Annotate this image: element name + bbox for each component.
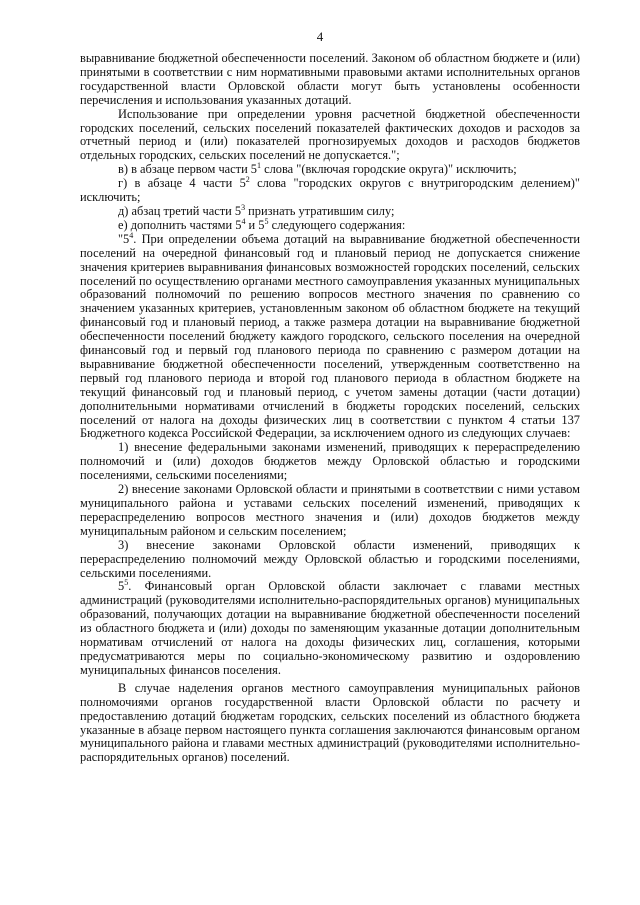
paragraph-item-v: в) в абзаце первом части $5^1$ слова "(включая городские округа)" исключить; xyxy=(118,161,517,177)
paragraph-item-d: д) абзац третий части $5^3$ признать утратившим силу; xyxy=(118,202,395,218)
paragraph-delegation: В случае наделения органов местного самоуправления муниципальных районов полномочиями органов государственной власти Орловской области по расчету и предоставлению дотаций бюджетам городских, сельских поселений из областного бюджета указанные в абзаце первом настоящего пункта соглашения заключаются финансовым органом муниципального района и главами местных администраций (руководителями исполнительно-распорядительных органов) поселений. xyxy=(80,680,580,765)
paragraph-case-2: 2) внесение законами Орловской области и принятыми в соответствии с ними уставом муниципального района и уставами сельских поселений изменений, приводящих к перераспределению вопросов местного значения и (или) доходов бюджетов между муниципальным районом и сельским поселением; xyxy=(80,482,580,538)
paragraph-item-e: е) дополнить частями $5^4$ и $5^5$ следующего содержания: xyxy=(118,216,406,232)
paragraph-part-5-5: $5^5$. Финансовый орган Орловской области заключает с главами местных администраций (руководителями исполнительно-распорядительных органов) муниципальных образований, получающих дотации на выравнивание бюджетной обеспеченности поселений из областного бюджета и (или) доходы по заменяющим указанные дотации дополнительным нормативам отчислений от налога на доходы физических лиц, соглашения, которыми предусматриваются меры по социально-экономическому развитию и оздоровлению муниципальных финансов поселения. xyxy=(80,578,580,677)
paragraph-case-3: 3) внесение законами Орловской области изменений, приводящих к перераспределению полномочий между Орловской областью и городскими поселениями, сельскими поселениями. xyxy=(80,537,580,580)
page-number: 4 xyxy=(316,29,324,44)
document-body xyxy=(80,52,580,765)
paragraph-item-g: г) в абзаце 4 части $5^2$ слова "городских округов с внутригородским делением)" исключить; xyxy=(80,175,580,205)
paragraph-1: выравнивание бюджетной обеспеченности поселений. Законом об областном бюджете и (или) принятыми в соответствии с ним нормативными правовыми актами исполнительных органов государственной власти Орловской области могут быть установлены особенности перечисления и использования указанных дотаций. xyxy=(80,51,580,107)
paragraph-case-1: 1) внесение федеральными законами изменений, приводящих к перераспределению полномочий и (или) доходов бюджетов между Орловской областью и городскими поселениями, сельскими поселениями; xyxy=(80,440,580,483)
paragraph-part-5-4: "$5^4$. При определении объема дотаций на выравнивание бюджетной обеспеченности поселений на очередной финансовый год и плановый период не допускается снижение значения критериев выравнивания финансовых возможностей городских поселений, сельских поселений по осуществлению органами местного самоуправления указанных муниципальных образований полномочий по решению вопросов местного значения по сравнению со значением указанных критериев, установленным законом об областном бюджете на текущий финансовый год и плановый период, а также размера дотации на выравнивание бюджетной обеспеченности поселений бюджету каждого городского, сельского поселения на очередной финансовый год и первый год планового периода по сравнению с размером дотации на выравнивание бюджетной обеспеченности поселений, утвержденным соответственно на первый год планового периода и второй год планового периода в областном бюджете на текущий финансовый год и плановый период, с учетом замены дотации (части дотации) дополнительными нормативами отчислений в бюджеты городских поселений, сельских поселений от налога на доходы физических лиц в соответствии с пунктом 4 статьи 137 Бюджетного кодекса Российской Федерации, за исключением одного из следующих случаев: xyxy=(80,230,580,441)
paragraph-2: Использование при определении уровня расчетной бюджетной обеспеченности городских поселений, сельских поселений показателей фактических доходов и расходов за отчетный период и (или) показателей прогнозируемых доходов и расходов бюджетов отдельных городских, сельских поселений не допускается."; xyxy=(80,106,580,163)
